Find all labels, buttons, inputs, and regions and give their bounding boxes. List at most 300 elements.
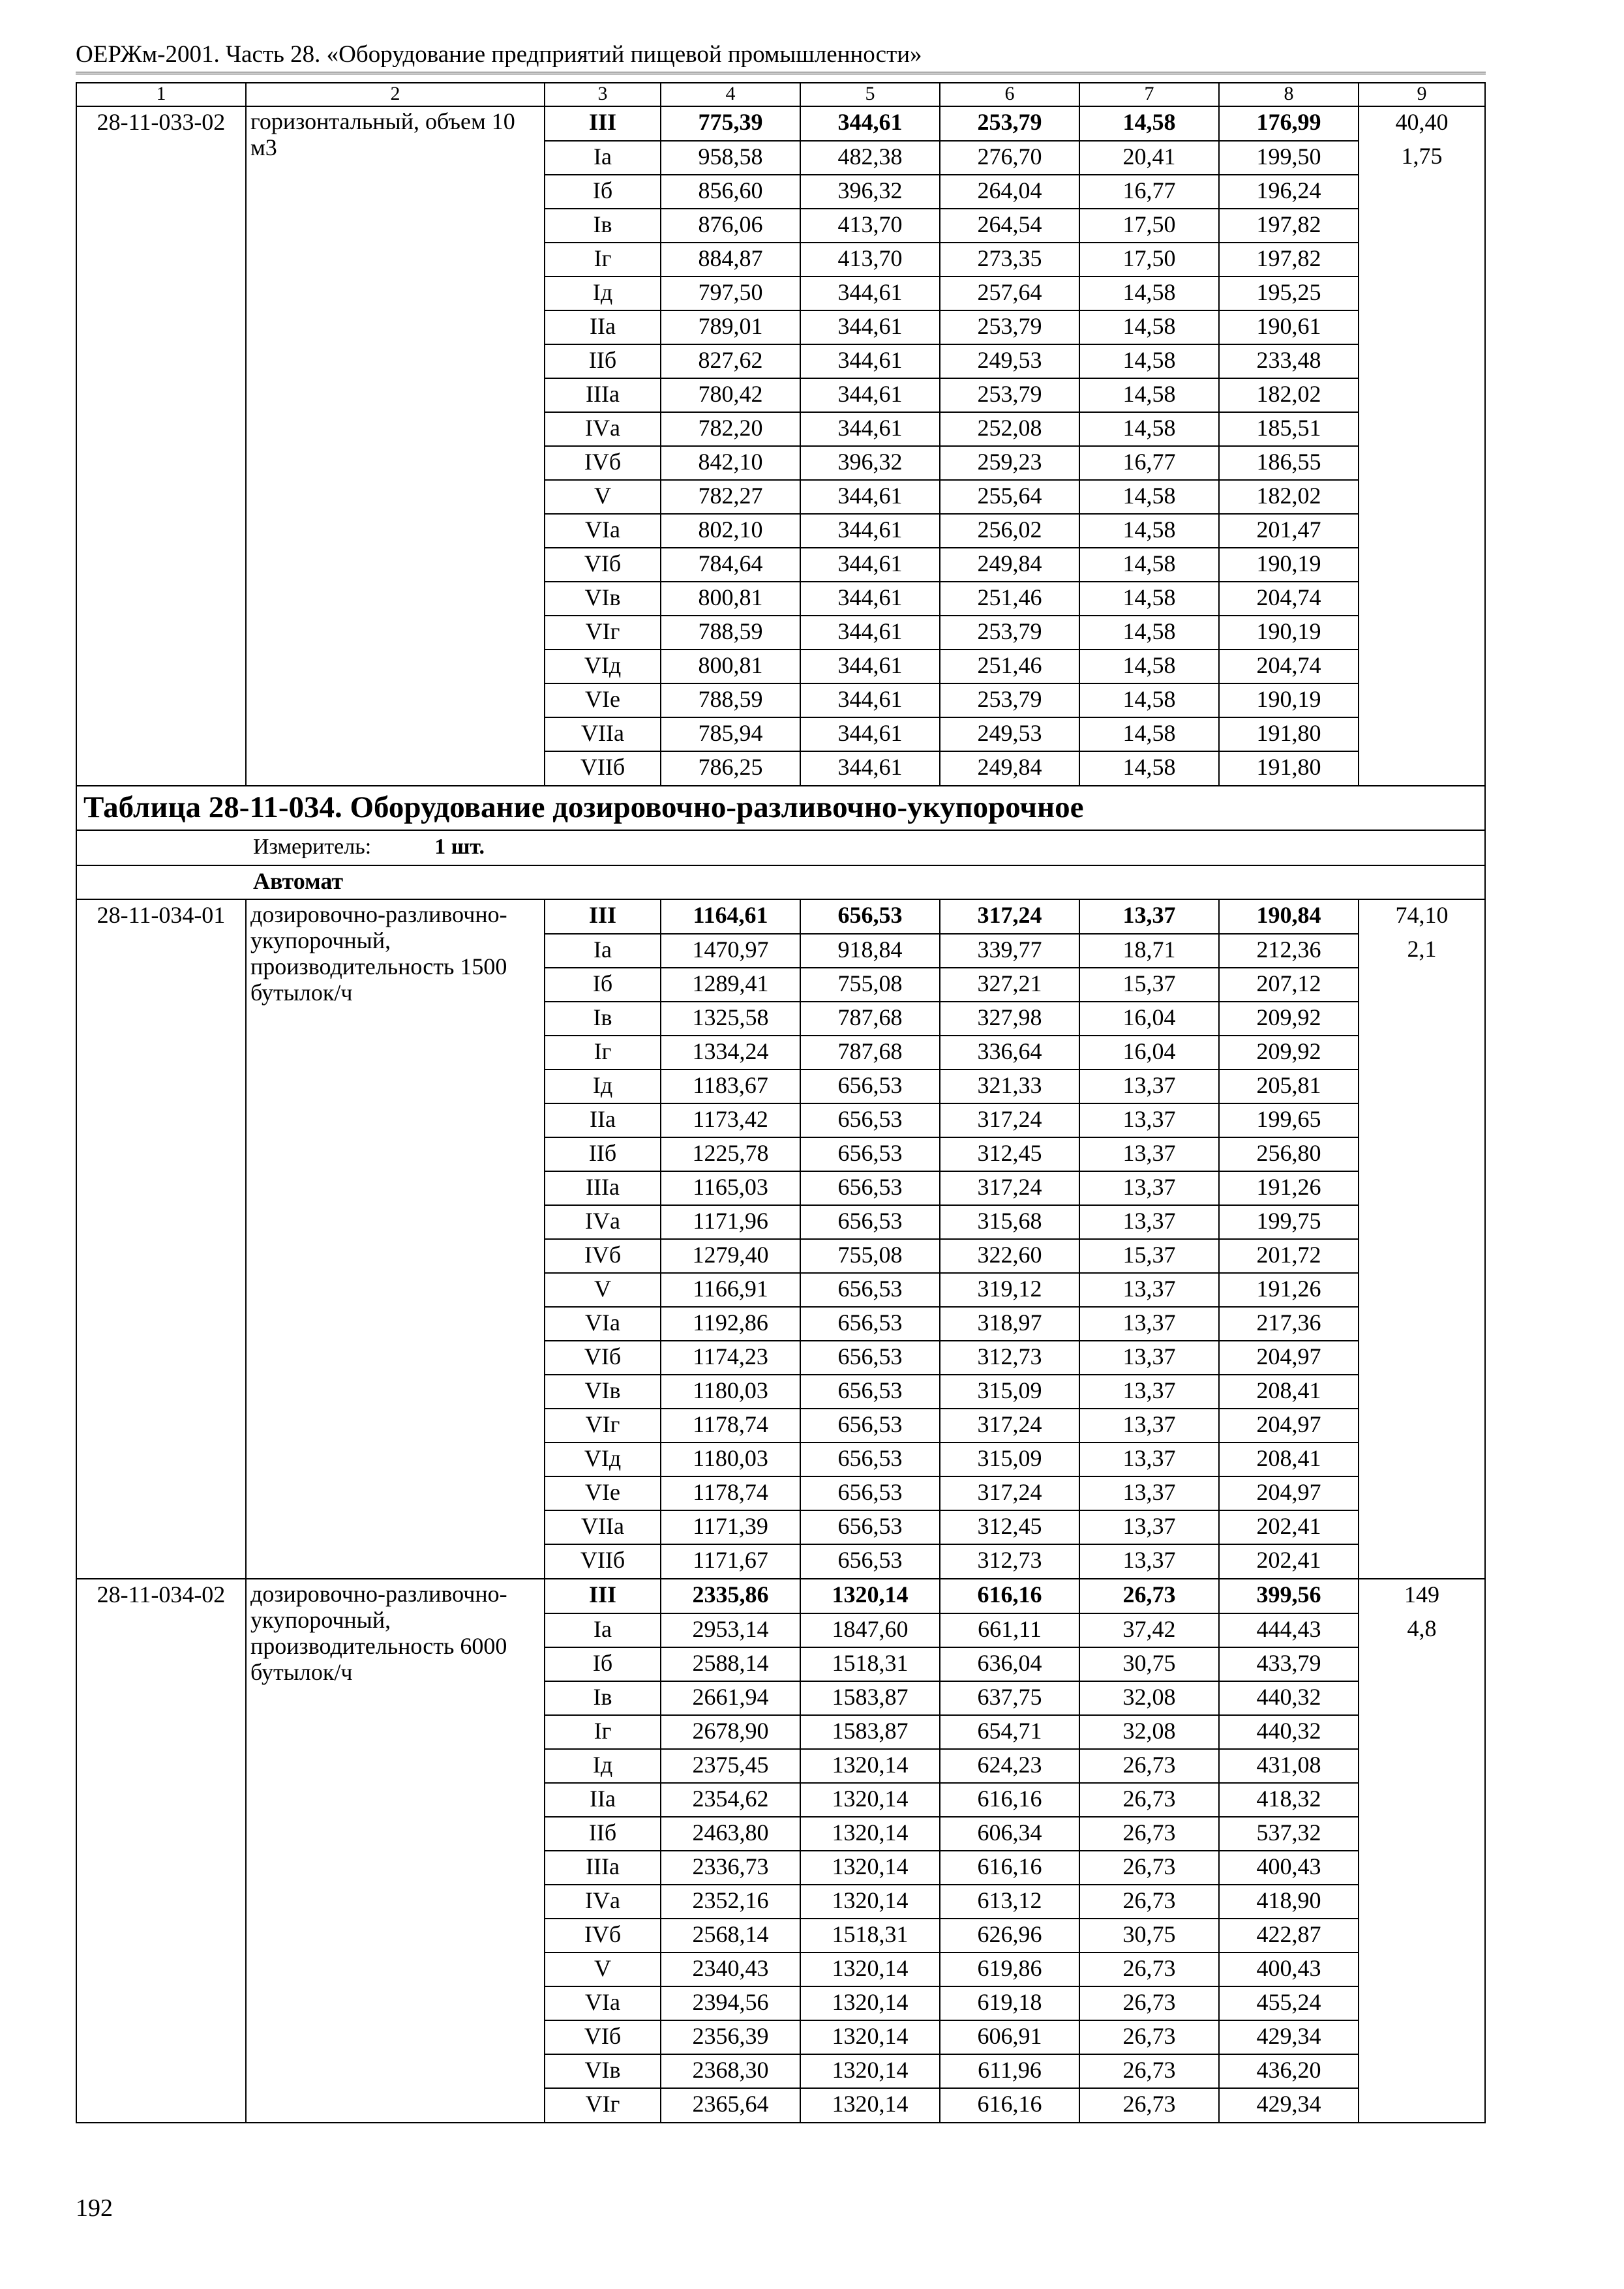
table-row [76, 1036, 1485, 1070]
value-cell: 16,04 [1079, 1002, 1219, 1036]
value-cell: 185,51 [1219, 412, 1359, 446]
description-cell [246, 1002, 545, 1036]
value-cell: 399,56 [1219, 1579, 1359, 1613]
code-cell [76, 1986, 246, 2020]
value-cell: 755,08 [800, 968, 940, 1002]
value-cell: 344,61 [800, 378, 940, 412]
value-cell: 182,02 [1219, 378, 1359, 412]
description-cell [246, 1681, 545, 1715]
value-cell: 191,26 [1219, 1273, 1359, 1307]
value-cell: 1320,14 [800, 1952, 940, 1986]
zone-cell: IIIа [545, 1171, 661, 1205]
value-cell: 251,46 [940, 582, 1079, 616]
zone-cell: IVа [545, 1885, 661, 1919]
value-cell: 654,71 [940, 1715, 1079, 1749]
value-cell: 656,53 [800, 1171, 940, 1205]
value-cell: 1173,42 [661, 1103, 800, 1137]
zone-cell: IIIа [545, 1851, 661, 1885]
code-cell [76, 1749, 246, 1783]
code-cell [76, 683, 246, 717]
code-cell [76, 1409, 246, 1443]
table-row [76, 1952, 1485, 1986]
column-number: 7 [1079, 83, 1219, 106]
value-cell: 787,68 [800, 1002, 940, 1036]
zone-cell: VIIа [545, 1510, 661, 1544]
code-cell [76, 934, 246, 968]
value-cell: 13,37 [1079, 1443, 1219, 1476]
labor-cell [1359, 1510, 1485, 1544]
table-row [76, 1070, 1485, 1103]
table-row [76, 1103, 1485, 1137]
code-cell [76, 1715, 246, 1749]
description-cell [246, 1341, 545, 1375]
code-cell [76, 751, 246, 786]
code-cell [76, 141, 246, 175]
value-cell: 327,21 [940, 968, 1079, 1002]
description-cell [246, 514, 545, 548]
description-cell [246, 616, 545, 650]
table-row [76, 2088, 1485, 2123]
value-cell: 182,02 [1219, 480, 1359, 514]
description-cell [246, 1986, 545, 2020]
value-cell: 15,37 [1079, 968, 1219, 1002]
value-cell: 13,37 [1079, 1341, 1219, 1375]
value-cell: 656,53 [800, 899, 940, 934]
table-row [76, 1409, 1485, 1443]
value-cell: 755,08 [800, 1239, 940, 1273]
zone-cell: VIв [545, 2054, 661, 2088]
description-cell [246, 1205, 545, 1239]
table-row [76, 899, 1485, 934]
zone-cell: Iа [545, 934, 661, 968]
value-cell: 782,20 [661, 412, 800, 446]
table-row [76, 751, 1485, 786]
table-row [76, 1137, 1485, 1171]
table-row [76, 582, 1485, 616]
value-cell: 1320,14 [800, 2020, 940, 2054]
value-cell: 253,79 [940, 310, 1079, 344]
value-cell: 14,58 [1079, 548, 1219, 582]
value-cell: 616,16 [940, 1783, 1079, 1817]
value-cell: 256,02 [940, 514, 1079, 548]
value-cell: 30,75 [1079, 1647, 1219, 1681]
value-cell: 800,81 [661, 650, 800, 683]
description-text: дозировочно-разливочно-укупорочный, производительность 1500 бутылок/ч [250, 901, 507, 1006]
value-cell: 1320,14 [800, 2054, 940, 2088]
code-cell [76, 1851, 246, 1885]
zone-cell: III [545, 1579, 661, 1613]
value-cell: 204,97 [1219, 1476, 1359, 1510]
value-cell: 1183,67 [661, 1070, 800, 1103]
value-cell: 2335,86 [661, 1579, 800, 1613]
value-cell: 208,41 [1219, 1443, 1359, 1476]
value-cell: 616,16 [940, 1851, 1079, 1885]
table-row [76, 1341, 1485, 1375]
value-cell: 14,58 [1079, 277, 1219, 310]
value-cell: 1325,58 [661, 1002, 800, 1036]
zone-cell: Iд [545, 277, 661, 310]
value-cell: 344,61 [800, 717, 940, 751]
value-cell: 1847,60 [800, 1613, 940, 1647]
description-cell [246, 2088, 545, 2123]
value-cell: 344,61 [800, 277, 940, 310]
value-cell: 195,25 [1219, 277, 1359, 310]
value-cell: 322,60 [940, 1239, 1079, 1273]
labor-cell [1359, 378, 1485, 412]
value-cell: 1289,41 [661, 968, 800, 1002]
value-cell: 13,37 [1079, 1137, 1219, 1171]
value-cell: 204,97 [1219, 1341, 1359, 1375]
table-row [76, 1002, 1485, 1036]
zone-cell: III [545, 899, 661, 934]
code-cell [76, 650, 246, 683]
value-cell: 344,61 [800, 106, 940, 141]
zone-cell: III [545, 106, 661, 141]
description-cell [246, 1137, 545, 1171]
value-cell: 253,79 [940, 378, 1079, 412]
zone-cell: IVб [545, 1919, 661, 1952]
value-cell: 2336,73 [661, 1851, 800, 1885]
value-cell: 800,81 [661, 582, 800, 616]
description-cell [246, 650, 545, 683]
description-cell [246, 1817, 545, 1851]
zone-cell: IVа [545, 412, 661, 446]
value-cell: 656,53 [800, 1273, 940, 1307]
zone-cell: V [545, 1952, 661, 1986]
zone-cell: IIб [545, 344, 661, 378]
zone-cell: Iб [545, 968, 661, 1002]
value-cell: 842,10 [661, 446, 800, 480]
value-cell: 190,19 [1219, 616, 1359, 650]
description-cell [246, 1103, 545, 1137]
zone-cell: IIб [545, 1137, 661, 1171]
table-row [76, 1579, 1485, 1613]
value-cell: 788,59 [661, 683, 800, 717]
zone-cell: Iа [545, 1613, 661, 1647]
value-cell: 253,79 [940, 683, 1079, 717]
value-cell: 2352,16 [661, 1885, 800, 1919]
labor-cell [1359, 968, 1485, 1002]
table-row [76, 683, 1485, 717]
description-cell [246, 582, 545, 616]
value-cell: 656,53 [800, 1341, 940, 1375]
column-number: 6 [940, 83, 1079, 106]
zone-cell: VIд [545, 650, 661, 683]
value-cell: 656,53 [800, 1375, 940, 1409]
table-row [76, 1171, 1485, 1205]
description-cell [246, 106, 545, 160]
description-cell [246, 548, 545, 582]
value-cell: 619,86 [940, 1952, 1079, 1986]
table-row [76, 1919, 1485, 1952]
value-cell: 1171,39 [661, 1510, 800, 1544]
value-cell: 212,36 [1219, 934, 1359, 968]
value-cell: 191,26 [1219, 1171, 1359, 1205]
value-cell: 26,73 [1079, 1986, 1219, 2020]
zone-cell: Iв [545, 209, 661, 243]
value-cell: 1320,14 [800, 1579, 940, 1613]
table-row [76, 1851, 1485, 1885]
code-cell [76, 1476, 246, 1510]
description-cell [246, 1885, 545, 1919]
value-cell: 191,80 [1219, 717, 1359, 751]
table-row [76, 480, 1485, 514]
meter-cell [76, 830, 1485, 865]
zone-cell: VIа [545, 514, 661, 548]
zone-cell: IIа [545, 1783, 661, 1817]
zone-cell: Iб [545, 1647, 661, 1681]
description-cell [246, 934, 545, 968]
value-cell: 318,97 [940, 1307, 1079, 1341]
value-cell: 440,32 [1219, 1715, 1359, 1749]
value-cell: 656,53 [800, 1544, 940, 1579]
value-cell: 827,62 [661, 344, 800, 378]
value-cell: 26,73 [1079, 1885, 1219, 1919]
zone-cell: V [545, 1273, 661, 1307]
table-row [76, 1307, 1485, 1341]
description-cell [246, 378, 545, 412]
description-cell [246, 1952, 545, 1986]
labor-cell [1359, 1544, 1485, 1579]
description-cell [246, 412, 545, 446]
value-cell: 249,84 [940, 751, 1079, 786]
column-number: 3 [545, 83, 661, 106]
value-cell: 26,73 [1079, 1783, 1219, 1817]
labor-cell [1359, 1273, 1485, 1307]
value-cell: 317,24 [940, 1171, 1079, 1205]
labor-cell [1359, 1715, 1485, 1749]
meter-label: Измеритель: [253, 835, 372, 859]
table-row [76, 310, 1485, 344]
code-cell [76, 1137, 246, 1171]
code-cell [76, 2088, 246, 2123]
table-row [76, 1783, 1485, 1817]
value-cell: 656,53 [800, 1510, 940, 1544]
description-cell [246, 1579, 545, 1685]
value-cell: 13,37 [1079, 1205, 1219, 1239]
code-cell [76, 1885, 246, 1919]
zone-cell: VIг [545, 2088, 661, 2123]
value-cell: 1164,61 [661, 899, 800, 934]
value-cell: 190,19 [1219, 548, 1359, 582]
code-cell: 28-11-033-02 [76, 106, 246, 141]
value-cell: 784,64 [661, 548, 800, 582]
labor-cell [1359, 1171, 1485, 1205]
value-cell: 637,75 [940, 1681, 1079, 1715]
labor-cell [1359, 1986, 1485, 2020]
zone-cell: VIIб [545, 751, 661, 786]
page-number: 192 [76, 2194, 113, 2222]
labor-cell [1359, 1817, 1485, 1851]
value-cell: 2394,56 [661, 1986, 800, 2020]
zone-cell: VIе [545, 683, 661, 717]
zone-cell: IIа [545, 1103, 661, 1137]
table-row [76, 1476, 1485, 1510]
value-cell: 1171,67 [661, 1544, 800, 1579]
description-cell [246, 968, 545, 1002]
table-row [76, 175, 1485, 209]
labor-cell: 4,8 [1359, 1613, 1485, 1647]
description-text: горизонтальный, объем 10 м3 [250, 108, 515, 160]
value-cell: 1583,87 [800, 1715, 940, 1749]
labor-cell [1359, 751, 1485, 786]
description-cell [246, 344, 545, 378]
code-cell [76, 378, 246, 412]
code-cell: 28-11-034-01 [76, 899, 246, 934]
table-row [76, 1647, 1485, 1681]
value-cell: 1518,31 [800, 1647, 940, 1681]
value-cell: 656,53 [800, 1443, 940, 1476]
zone-cell: IIб [545, 1817, 661, 1851]
value-cell: 204,74 [1219, 582, 1359, 616]
code-cell [76, 616, 246, 650]
value-cell: 249,53 [940, 344, 1079, 378]
description-cell [246, 1510, 545, 1544]
labor-cell [1359, 1036, 1485, 1070]
value-cell: 396,32 [800, 446, 940, 480]
value-cell: 537,32 [1219, 1817, 1359, 1851]
table-row [76, 934, 1485, 968]
section-row [76, 865, 1485, 899]
labor-cell [1359, 1885, 1485, 1919]
value-cell: 1320,14 [800, 1817, 940, 1851]
labor-cell [1359, 310, 1485, 344]
column-number-row [76, 83, 1485, 106]
section-label: Автомат [253, 868, 344, 894]
value-cell: 785,94 [661, 717, 800, 751]
value-cell: 2354,62 [661, 1783, 800, 1817]
value-cell: 344,61 [800, 616, 940, 650]
value-cell: 26,73 [1079, 1817, 1219, 1851]
code-cell [76, 1783, 246, 1817]
value-cell: 797,50 [661, 277, 800, 310]
code-cell [76, 1681, 246, 1715]
value-cell: 1334,24 [661, 1036, 800, 1070]
value-cell: 1171,96 [661, 1205, 800, 1239]
value-cell: 26,73 [1079, 2088, 1219, 2123]
value-cell: 312,45 [940, 1510, 1079, 1544]
description-cell [246, 1070, 545, 1103]
column-number: 4 [661, 83, 800, 106]
value-cell: 626,96 [940, 1919, 1079, 1952]
value-cell: 321,33 [940, 1070, 1079, 1103]
value-cell: 253,79 [940, 616, 1079, 650]
table-row [76, 1239, 1485, 1273]
value-cell: 2678,90 [661, 1715, 800, 1749]
zone-cell: VIе [545, 1476, 661, 1510]
value-cell: 440,32 [1219, 1681, 1359, 1715]
column-number: 2 [246, 83, 545, 106]
value-cell: 207,12 [1219, 968, 1359, 1002]
table-row [76, 1613, 1485, 1647]
meter-value: 1 шт. [434, 835, 485, 859]
value-cell: 14,58 [1079, 106, 1219, 141]
code-cell [76, 1036, 246, 1070]
labor-cell [1359, 1443, 1485, 1476]
table-row [76, 1817, 1485, 1851]
table-row [76, 2020, 1485, 2054]
value-cell: 1470,97 [661, 934, 800, 968]
labor-cell [1359, 717, 1485, 751]
meter-row [76, 830, 1485, 865]
code-cell [76, 514, 246, 548]
value-cell: 431,08 [1219, 1749, 1359, 1783]
value-cell: 317,24 [940, 1476, 1079, 1510]
value-cell: 16,04 [1079, 1036, 1219, 1070]
code-cell [76, 243, 246, 277]
description-cell [246, 1544, 545, 1579]
value-cell: 312,45 [940, 1137, 1079, 1171]
value-cell: 444,43 [1219, 1613, 1359, 1647]
value-cell: 255,64 [940, 480, 1079, 514]
code-cell [76, 1070, 246, 1103]
value-cell: 611,96 [940, 2054, 1079, 2088]
value-cell: 2588,14 [661, 1647, 800, 1681]
value-cell: 252,08 [940, 412, 1079, 446]
labor-cell [1359, 175, 1485, 209]
code-cell [76, 344, 246, 378]
value-cell: 14,58 [1079, 480, 1219, 514]
labor-cell [1359, 548, 1485, 582]
value-cell: 400,43 [1219, 1952, 1359, 1986]
value-cell: 317,24 [940, 1103, 1079, 1137]
value-cell: 1178,74 [661, 1409, 800, 1443]
value-cell: 616,16 [940, 2088, 1079, 2123]
value-cell: 422,87 [1219, 1919, 1359, 1952]
value-cell: 1180,03 [661, 1375, 800, 1409]
description-cell [246, 310, 545, 344]
value-cell: 876,06 [661, 209, 800, 243]
description-cell [246, 1375, 545, 1409]
table-row [76, 378, 1485, 412]
value-cell: 344,61 [800, 480, 940, 514]
value-cell: 1518,31 [800, 1919, 940, 1952]
value-cell: 205,81 [1219, 1070, 1359, 1103]
value-cell: 13,37 [1079, 1544, 1219, 1579]
description-cell [246, 277, 545, 310]
value-cell: 14,58 [1079, 582, 1219, 616]
value-cell: 276,70 [940, 141, 1079, 175]
value-cell: 344,61 [800, 582, 940, 616]
labor-cell [1359, 1341, 1485, 1375]
zone-cell: Iд [545, 1070, 661, 1103]
labor-cell [1359, 1409, 1485, 1443]
labor-cell [1359, 1375, 1485, 1409]
description-cell [246, 1476, 545, 1510]
value-cell: 396,32 [800, 175, 940, 209]
value-cell: 656,53 [800, 1137, 940, 1171]
value-cell: 26,73 [1079, 1749, 1219, 1783]
code-cell [76, 1952, 246, 1986]
value-cell: 315,09 [940, 1443, 1079, 1476]
value-cell: 14,58 [1079, 412, 1219, 446]
table-row [76, 209, 1485, 243]
value-cell: 1225,78 [661, 1137, 800, 1171]
value-cell: 13,37 [1079, 1171, 1219, 1205]
value-cell: 14,58 [1079, 310, 1219, 344]
labor-cell [1359, 1103, 1485, 1137]
labor-cell [1359, 683, 1485, 717]
value-cell: 14,58 [1079, 616, 1219, 650]
value-cell: 14,58 [1079, 650, 1219, 683]
value-cell: 1279,40 [661, 1239, 800, 1273]
description-cell [246, 1307, 545, 1341]
value-cell: 317,24 [940, 1409, 1079, 1443]
value-cell: 202,41 [1219, 1544, 1359, 1579]
value-cell: 16,77 [1079, 175, 1219, 209]
price-table [76, 82, 1486, 2123]
table-row [76, 446, 1485, 480]
